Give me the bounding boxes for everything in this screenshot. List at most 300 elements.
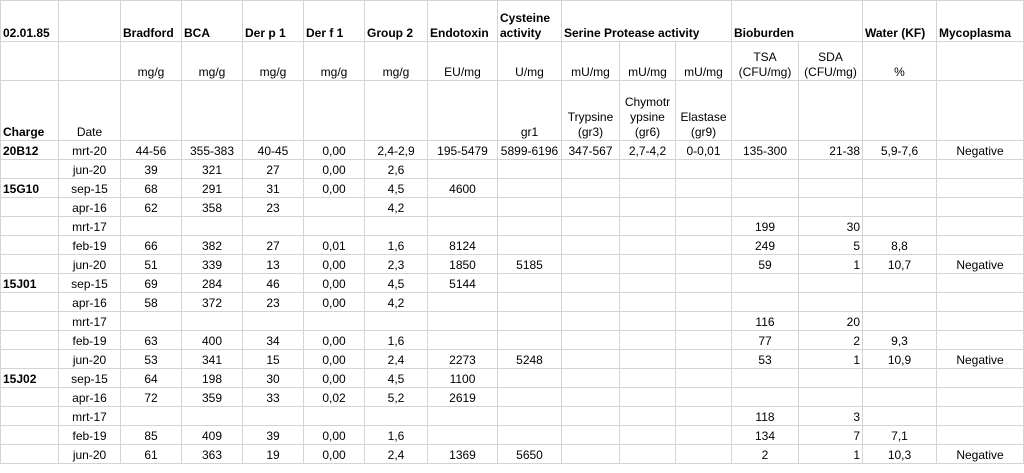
cell-endotoxin[interactable]: 2273 [428, 350, 498, 369]
header-cell[interactable] [182, 81, 243, 141]
cell-bradford[interactable] [121, 217, 182, 236]
cell-bca[interactable]: 363 [182, 445, 243, 464]
cell-endotoxin[interactable] [428, 331, 498, 350]
cell-bradford[interactable] [121, 312, 182, 331]
cell-trypsine[interactable] [562, 255, 620, 274]
cell-cysteine[interactable]: 5248 [498, 350, 562, 369]
cell-group2[interactable]: 4,2 [365, 293, 428, 312]
cell-water[interactable] [863, 160, 937, 179]
cell-elastase[interactable] [676, 445, 732, 464]
cell-mycoplasma[interactable]: Negative [937, 255, 1024, 274]
cell-bca[interactable]: 400 [182, 331, 243, 350]
cell-bradford[interactable]: 58 [121, 293, 182, 312]
cell-trypsine[interactable] [562, 445, 620, 464]
cell-group2[interactable] [365, 407, 428, 426]
cell-bradford[interactable]: 39 [121, 160, 182, 179]
cell-chymotrypsine[interactable] [620, 388, 676, 407]
cell-elastase[interactable] [676, 388, 732, 407]
cell-bradford[interactable]: 62 [121, 198, 182, 217]
cell-endotoxin[interactable]: 1100 [428, 369, 498, 388]
unit-endotoxin[interactable]: EU/mg [428, 42, 498, 81]
unit-trypsine[interactable]: mU/mg [562, 42, 620, 81]
header-cell[interactable] [59, 1, 121, 42]
row-header-date[interactable]: Date [59, 81, 121, 141]
header-cell[interactable] [863, 81, 937, 141]
col-header-group2[interactable]: Group 2 [365, 1, 428, 42]
cell-charge[interactable]: 15G10 [1, 179, 59, 198]
header-cell[interactable] [1, 42, 59, 81]
cell-water[interactable] [863, 179, 937, 198]
cell-group2[interactable]: 4,5 [365, 369, 428, 388]
cell-bradford[interactable]: 85 [121, 426, 182, 445]
cell-water[interactable]: 9,3 [863, 331, 937, 350]
corner-label[interactable]: 02.01.85 [1, 1, 59, 42]
group-elastase[interactable] [676, 81, 732, 141]
cell-water[interactable]: 5,9-7,6 [863, 141, 937, 160]
cell-cysteine[interactable] [498, 274, 562, 293]
cell-der-f1[interactable]: 0,00 [304, 141, 365, 160]
cell-trypsine[interactable] [562, 236, 620, 255]
group-cysteine[interactable]: gr1 [498, 81, 562, 141]
cell-elastase[interactable] [676, 369, 732, 388]
cell-date[interactable]: mrt-17 [59, 407, 121, 426]
cell-elastase[interactable] [676, 350, 732, 369]
cell-der-f1[interactable]: 0,01 [304, 236, 365, 255]
cell-elastase[interactable] [676, 236, 732, 255]
cell-mycoplasma[interactable] [937, 274, 1024, 293]
cell-bca[interactable] [182, 312, 243, 331]
cell-sda[interactable]: 5 [799, 236, 863, 255]
cell-trypsine[interactable] [562, 331, 620, 350]
cell-elastase[interactable] [676, 179, 732, 198]
cell-elastase[interactable] [676, 293, 732, 312]
header-cell[interactable] [428, 81, 498, 141]
cell-bca[interactable] [182, 217, 243, 236]
cell-charge[interactable]: 20B12 [1, 141, 59, 160]
cell-tsa[interactable] [732, 293, 799, 312]
cell-bradford[interactable]: 51 [121, 255, 182, 274]
cell-tsa[interactable]: 2 [732, 445, 799, 464]
cell-chymotrypsine[interactable] [620, 331, 676, 350]
cell-cysteine[interactable] [498, 426, 562, 445]
cell-group2[interactable]: 2,4 [365, 350, 428, 369]
cell-bradford[interactable]: 64 [121, 369, 182, 388]
cell-water[interactable]: 7,1 [863, 426, 937, 445]
unit-elastase[interactable]: mU/mg [676, 42, 732, 81]
cell-bca[interactable]: 321 [182, 160, 243, 179]
cell-der-p1[interactable]: 31 [243, 179, 304, 198]
cell-mycoplasma[interactable] [937, 160, 1024, 179]
cell-tsa[interactable]: 77 [732, 331, 799, 350]
cell-water[interactable] [863, 388, 937, 407]
cell-bca[interactable]: 339 [182, 255, 243, 274]
cell-cysteine[interactable] [498, 331, 562, 350]
cell-sda[interactable] [799, 160, 863, 179]
header-cell[interactable] [732, 81, 799, 141]
cell-date[interactable]: mrt-17 [59, 217, 121, 236]
cell-bradford[interactable]: 72 [121, 388, 182, 407]
cell-mycoplasma[interactable] [937, 179, 1024, 198]
cell-cysteine[interactable] [498, 217, 562, 236]
cell-sda[interactable] [799, 274, 863, 293]
header-cell[interactable] [799, 81, 863, 141]
cell-chymotrypsine[interactable] [620, 407, 676, 426]
cell-der-f1[interactable]: 0,00 [304, 445, 365, 464]
cell-bca[interactable] [182, 407, 243, 426]
cell-charge[interactable] [1, 388, 59, 407]
cell-charge[interactable] [1, 407, 59, 426]
cell-water[interactable] [863, 198, 937, 217]
cell-date[interactable]: mrt-17 [59, 312, 121, 331]
cell-trypsine[interactable] [562, 350, 620, 369]
cell-tsa[interactable]: 249 [732, 236, 799, 255]
row-header-charge[interactable]: Charge [1, 81, 59, 141]
cell-der-f1[interactable]: 0,00 [304, 369, 365, 388]
cell-bradford[interactable]: 53 [121, 350, 182, 369]
cell-chymotrypsine[interactable] [620, 217, 676, 236]
cell-mycoplasma[interactable] [937, 331, 1024, 350]
header-cell[interactable] [365, 81, 428, 141]
cell-chymotrypsine[interactable] [620, 369, 676, 388]
cell-elastase[interactable] [676, 407, 732, 426]
cell-chymotrypsine[interactable] [620, 236, 676, 255]
cell-der-f1[interactable]: 0,00 [304, 179, 365, 198]
cell-der-f1[interactable]: 0,02 [304, 388, 365, 407]
cell-sda[interactable] [799, 388, 863, 407]
col-header-der-f1[interactable]: Der f 1 [304, 1, 365, 42]
cell-endotoxin[interactable]: 5144 [428, 274, 498, 293]
cell-der-f1[interactable] [304, 407, 365, 426]
cell-sda[interactable]: 1 [799, 350, 863, 369]
cell-endotoxin[interactable]: 2619 [428, 388, 498, 407]
cell-cysteine[interactable] [498, 407, 562, 426]
cell-mycoplasma[interactable] [937, 198, 1024, 217]
cell-water[interactable] [863, 312, 937, 331]
cell-mycoplasma[interactable] [937, 312, 1024, 331]
cell-tsa[interactable]: 59 [732, 255, 799, 274]
cell-bca[interactable]: 284 [182, 274, 243, 293]
cell-endotoxin[interactable] [428, 407, 498, 426]
cell-chymotrypsine[interactable] [620, 312, 676, 331]
cell-bca[interactable]: 198 [182, 369, 243, 388]
cell-cysteine[interactable] [498, 179, 562, 198]
cell-elastase[interactable] [676, 217, 732, 236]
cell-tsa[interactable]: 135-300 [732, 141, 799, 160]
cell-tsa[interactable]: 118 [732, 407, 799, 426]
cell-mycoplasma[interactable] [937, 426, 1024, 445]
cell-mycoplasma[interactable] [937, 236, 1024, 255]
cell-trypsine[interactable] [562, 407, 620, 426]
col-header-der-p1[interactable]: Der p 1 [243, 1, 304, 42]
cell-der-p1[interactable]: 30 [243, 369, 304, 388]
cell-water[interactable] [863, 274, 937, 293]
cell-sda[interactable]: 21-38 [799, 141, 863, 160]
cell-charge[interactable] [1, 236, 59, 255]
cell-elastase[interactable] [676, 198, 732, 217]
cell-bca[interactable]: 359 [182, 388, 243, 407]
cell-endotoxin[interactable] [428, 293, 498, 312]
cell-tsa[interactable]: 116 [732, 312, 799, 331]
cell-elastase[interactable] [676, 426, 732, 445]
cell-elastase[interactable]: 0-0,01 [676, 141, 732, 160]
cell-cysteine[interactable] [498, 236, 562, 255]
cell-der-p1[interactable]: 40-45 [243, 141, 304, 160]
cell-group2[interactable] [365, 217, 428, 236]
cell-group2[interactable]: 2,6 [365, 160, 428, 179]
cell-date[interactable]: apr-16 [59, 198, 121, 217]
col-header-water[interactable]: Water (KF) [863, 1, 937, 42]
cell-der-f1[interactable]: 0,00 [304, 331, 365, 350]
cell-group2[interactable]: 5,2 [365, 388, 428, 407]
cell-charge[interactable] [1, 350, 59, 369]
cell-group2[interactable]: 1,6 [365, 331, 428, 350]
col-header-mycoplasma[interactable]: Mycoplasma [937, 1, 1024, 42]
cell-mycoplasma[interactable] [937, 407, 1024, 426]
cell-chymotrypsine[interactable]: 2,7-4,2 [620, 141, 676, 160]
cell-trypsine[interactable] [562, 388, 620, 407]
cell-endotoxin[interactable] [428, 426, 498, 445]
cell-bca[interactable]: 341 [182, 350, 243, 369]
cell-date[interactable]: jun-20 [59, 350, 121, 369]
cell-charge[interactable] [1, 426, 59, 445]
cell-trypsine[interactable] [562, 274, 620, 293]
cell-bradford[interactable] [121, 407, 182, 426]
cell-der-p1[interactable]: 13 [243, 255, 304, 274]
cell-bca[interactable]: 291 [182, 179, 243, 198]
cell-tsa[interactable]: 134 [732, 426, 799, 445]
cell-sda[interactable]: 30 [799, 217, 863, 236]
cell-sda[interactable]: 7 [799, 426, 863, 445]
unit-bca[interactable]: mg/g [182, 42, 243, 81]
cell-sda[interactable]: 20 [799, 312, 863, 331]
cell-trypsine[interactable] [562, 293, 620, 312]
cell-endotoxin[interactable] [428, 217, 498, 236]
cell-date[interactable]: sep-15 [59, 179, 121, 198]
cell-charge[interactable] [1, 160, 59, 179]
cell-der-p1[interactable]: 34 [243, 331, 304, 350]
unit-chymotrypsine[interactable]: mU/mg [620, 42, 676, 81]
cell-trypsine[interactable] [562, 217, 620, 236]
cell-der-p1[interactable]: 27 [243, 160, 304, 179]
cell-endotoxin[interactable] [428, 312, 498, 331]
cell-charge[interactable]: 15J02 [1, 369, 59, 388]
cell-bca[interactable]: 382 [182, 236, 243, 255]
cell-der-f1[interactable]: 0,00 [304, 160, 365, 179]
cell-elastase[interactable] [676, 160, 732, 179]
cell-group2[interactable]: 4,2 [365, 198, 428, 217]
cell-mycoplasma[interactable]: Negative [937, 141, 1024, 160]
cell-chymotrypsine[interactable] [620, 293, 676, 312]
cell-date[interactable]: feb-19 [59, 426, 121, 445]
cell-tsa[interactable] [732, 160, 799, 179]
cell-charge[interactable] [1, 445, 59, 464]
cell-date[interactable]: mrt-20 [59, 141, 121, 160]
unit-der-p1[interactable]: mg/g [243, 42, 304, 81]
cell-chymotrypsine[interactable] [620, 179, 676, 198]
cell-water[interactable] [863, 293, 937, 312]
cell-der-f1[interactable]: 0,00 [304, 293, 365, 312]
cell-cysteine[interactable]: 5899-6196 [498, 141, 562, 160]
cell-cysteine[interactable] [498, 160, 562, 179]
cell-date[interactable]: apr-16 [59, 293, 121, 312]
cell-der-f1[interactable] [304, 217, 365, 236]
unit-sda[interactable] [799, 42, 863, 81]
cell-mycoplasma[interactable] [937, 293, 1024, 312]
cell-trypsine[interactable] [562, 312, 620, 331]
unit-der-f1[interactable]: mg/g [304, 42, 365, 81]
cell-trypsine[interactable] [562, 426, 620, 445]
cell-endotoxin[interactable]: 1850 [428, 255, 498, 274]
cell-endotoxin[interactable]: 195-5479 [428, 141, 498, 160]
unit-group2[interactable]: mg/g [365, 42, 428, 81]
cell-elastase[interactable] [676, 255, 732, 274]
col-header-serine-protease[interactable]: Serine Protease activity [562, 1, 732, 42]
cell-cysteine[interactable] [498, 388, 562, 407]
cell-der-p1[interactable] [243, 407, 304, 426]
cell-tsa[interactable] [732, 274, 799, 293]
cell-tsa[interactable]: 199 [732, 217, 799, 236]
cell-group2[interactable]: 1,6 [365, 236, 428, 255]
cell-cysteine[interactable] [498, 369, 562, 388]
cell-group2[interactable]: 1,6 [365, 426, 428, 445]
cell-chymotrypsine[interactable] [620, 255, 676, 274]
cell-der-p1[interactable]: 39 [243, 426, 304, 445]
cell-endotoxin[interactable]: 4600 [428, 179, 498, 198]
cell-date[interactable]: apr-16 [59, 388, 121, 407]
cell-mycoplasma[interactable] [937, 217, 1024, 236]
cell-water[interactable]: 10,7 [863, 255, 937, 274]
cell-charge[interactable] [1, 217, 59, 236]
cell-elastase[interactable] [676, 312, 732, 331]
col-header-bca[interactable]: BCA [182, 1, 243, 42]
cell-water[interactable]: 10,3 [863, 445, 937, 464]
cell-tsa[interactable]: 53 [732, 350, 799, 369]
unit-water[interactable]: % [863, 42, 937, 81]
cell-cysteine[interactable] [498, 293, 562, 312]
cell-chymotrypsine[interactable] [620, 350, 676, 369]
cell-bradford[interactable]: 63 [121, 331, 182, 350]
cell-date[interactable]: jun-20 [59, 445, 121, 464]
cell-cysteine[interactable]: 5185 [498, 255, 562, 274]
cell-tsa[interactable] [732, 198, 799, 217]
cell-endotoxin[interactable] [428, 160, 498, 179]
cell-bca[interactable]: 358 [182, 198, 243, 217]
cell-bradford[interactable]: 44-56 [121, 141, 182, 160]
header-cell[interactable] [243, 81, 304, 141]
col-header-endotoxin[interactable]: Endotoxin [428, 1, 498, 42]
cell-bca[interactable]: 372 [182, 293, 243, 312]
cell-bca[interactable]: 355-383 [182, 141, 243, 160]
cell-bradford[interactable]: 66 [121, 236, 182, 255]
cell-date[interactable]: feb-19 [59, 236, 121, 255]
cell-water[interactable]: 8,8 [863, 236, 937, 255]
cell-endotoxin[interactable]: 1369 [428, 445, 498, 464]
cell-water[interactable] [863, 217, 937, 236]
header-cell[interactable] [59, 42, 121, 81]
cell-trypsine[interactable] [562, 160, 620, 179]
cell-der-p1[interactable] [243, 312, 304, 331]
col-header-cysteine-activity[interactable]: Cysteine activity [498, 1, 562, 42]
cell-der-f1[interactable]: 0,00 [304, 274, 365, 293]
cell-der-f1[interactable]: 0,00 [304, 350, 365, 369]
cell-water[interactable] [863, 407, 937, 426]
cell-sda[interactable]: 2 [799, 331, 863, 350]
cell-trypsine[interactable] [562, 198, 620, 217]
header-cell[interactable] [121, 81, 182, 141]
cell-der-p1[interactable]: 23 [243, 293, 304, 312]
cell-endotoxin[interactable]: 8124 [428, 236, 498, 255]
cell-bradford[interactable]: 68 [121, 179, 182, 198]
cell-der-f1[interactable]: 0,00 [304, 255, 365, 274]
unit-bradford[interactable]: mg/g [121, 42, 182, 81]
cell-der-p1[interactable]: 19 [243, 445, 304, 464]
cell-tsa[interactable] [732, 388, 799, 407]
group-trypsine[interactable] [562, 81, 620, 141]
cell-date[interactable]: sep-15 [59, 369, 121, 388]
cell-der-f1[interactable]: 0,00 [304, 426, 365, 445]
cell-group2[interactable]: 2,4-2,9 [365, 141, 428, 160]
header-cell[interactable] [304, 81, 365, 141]
cell-chymotrypsine[interactable] [620, 274, 676, 293]
cell-cysteine[interactable] [498, 198, 562, 217]
cell-sda[interactable]: 3 [799, 407, 863, 426]
cell-sda[interactable]: 1 [799, 255, 863, 274]
cell-group2[interactable]: 2,4 [365, 445, 428, 464]
group-chymotrypsine[interactable] [620, 81, 676, 141]
cell-charge[interactable] [1, 331, 59, 350]
cell-cysteine[interactable]: 5650 [498, 445, 562, 464]
cell-mycoplasma[interactable] [937, 388, 1024, 407]
unit-cysteine[interactable]: U/mg [498, 42, 562, 81]
cell-trypsine[interactable] [562, 179, 620, 198]
cell-der-p1[interactable]: 27 [243, 236, 304, 255]
cell-sda[interactable]: 1 [799, 445, 863, 464]
cell-endotoxin[interactable] [428, 198, 498, 217]
cell-date[interactable]: feb-19 [59, 331, 121, 350]
cell-chymotrypsine[interactable] [620, 160, 676, 179]
cell-date[interactable]: jun-20 [59, 160, 121, 179]
cell-bradford[interactable]: 69 [121, 274, 182, 293]
cell-charge[interactable] [1, 255, 59, 274]
cell-group2[interactable]: 2,3 [365, 255, 428, 274]
col-header-bradford[interactable]: Bradford [121, 1, 182, 42]
cell-group2[interactable]: 4,5 [365, 274, 428, 293]
cell-der-f1[interactable] [304, 198, 365, 217]
cell-bradford[interactable]: 61 [121, 445, 182, 464]
cell-der-p1[interactable]: 46 [243, 274, 304, 293]
cell-bca[interactable]: 409 [182, 426, 243, 445]
cell-tsa[interactable] [732, 369, 799, 388]
cell-der-p1[interactable] [243, 217, 304, 236]
cell-trypsine[interactable] [562, 369, 620, 388]
unit-tsa[interactable] [732, 42, 799, 81]
cell-water[interactable] [863, 369, 937, 388]
cell-mycoplasma[interactable]: Negative [937, 350, 1024, 369]
cell-der-p1[interactable]: 33 [243, 388, 304, 407]
cell-charge[interactable] [1, 312, 59, 331]
cell-der-p1[interactable]: 23 [243, 198, 304, 217]
header-cell[interactable] [937, 81, 1024, 141]
cell-water[interactable]: 10,9 [863, 350, 937, 369]
cell-charge[interactable] [1, 198, 59, 217]
cell-cysteine[interactable] [498, 312, 562, 331]
cell-tsa[interactable] [732, 179, 799, 198]
cell-mycoplasma[interactable]: Negative [937, 445, 1024, 464]
cell-elastase[interactable] [676, 274, 732, 293]
cell-group2[interactable] [365, 312, 428, 331]
cell-date[interactable]: sep-15 [59, 274, 121, 293]
cell-charge[interactable]: 15J01 [1, 274, 59, 293]
